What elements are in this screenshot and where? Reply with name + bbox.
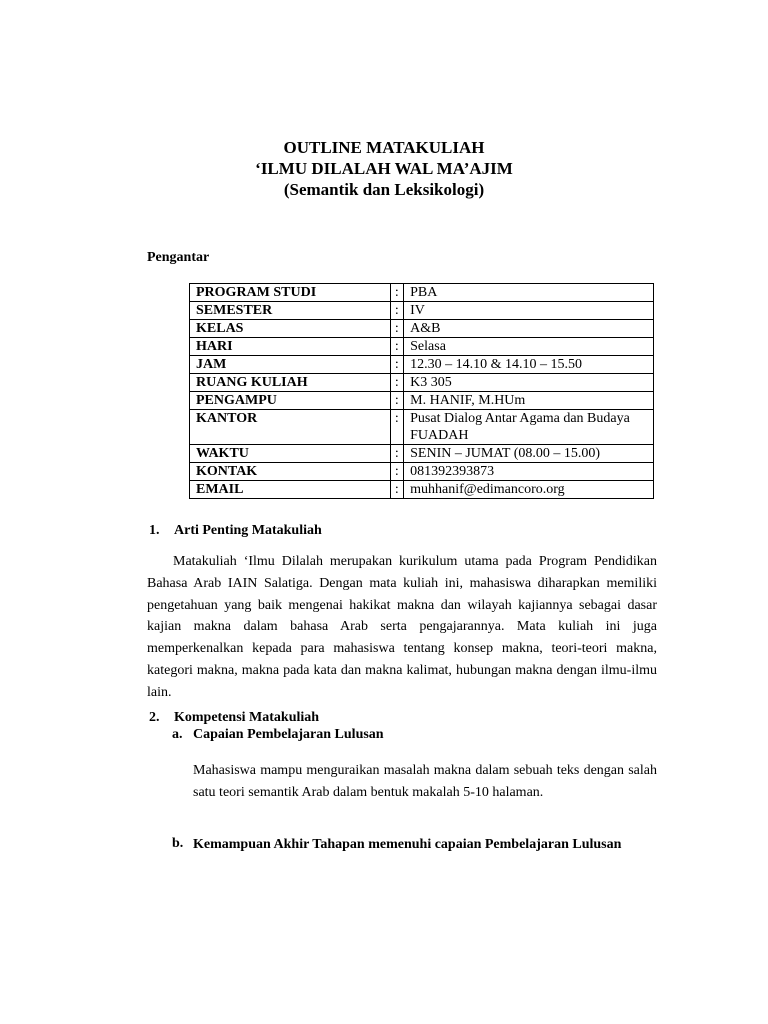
section-1-heading — [149, 523, 322, 539]
info-value: 081392393873 — [404, 463, 654, 481]
info-row — [190, 481, 654, 499]
info-key: PROGRAM STUDI — [190, 284, 391, 302]
info-key: KANTOR — [190, 410, 391, 445]
info-row — [190, 463, 654, 481]
pengantar-label: Pengantar — [147, 250, 210, 265]
section-2a-heading — [172, 727, 384, 743]
info-key: PENGAMPU — [190, 392, 391, 410]
section-2-heading — [149, 710, 319, 726]
info-colon: : — [390, 302, 404, 320]
info-row — [190, 284, 654, 302]
info-value: SENIN – JUMAT (08.00 – 15.00) — [404, 445, 654, 463]
info-key: KELAS — [190, 320, 391, 338]
info-key: KONTAK — [190, 463, 391, 481]
info-value: PBA — [404, 284, 654, 302]
section-2-title: Kompetensi Matakuliah — [174, 710, 320, 725]
info-colon: : — [390, 410, 404, 445]
info-value: K3 305 — [404, 374, 654, 392]
info-colon: : — [390, 463, 404, 481]
section-1-number: 1. — [149, 523, 160, 538]
info-colon: : — [390, 284, 404, 302]
info-key: JAM — [190, 356, 391, 374]
section-2b-heading — [172, 836, 658, 853]
info-value: muhhanif@edimancoro.org — [404, 481, 654, 499]
info-row — [190, 356, 654, 374]
info-colon: : — [390, 374, 404, 392]
info-value: 12.30 – 14.10 & 14.10 – 15.50 — [404, 356, 654, 374]
info-row — [190, 320, 654, 338]
info-value: M. HANIF, M.HUm — [404, 392, 654, 410]
title-line-3: (Semantik dan Leksikologi) — [283, 180, 485, 199]
section-2-number: 2. — [149, 710, 160, 725]
document-title — [0, 137, 768, 200]
title-line-2: ‘ILMU DILALAH WAL MA’AJIM — [255, 159, 513, 178]
info-key: EMAIL — [190, 481, 391, 499]
info-key: WAKTU — [190, 445, 391, 463]
info-colon: : — [390, 481, 404, 499]
info-colon: : — [390, 445, 404, 463]
info-row — [190, 302, 654, 320]
info-value: Pusat Dialog Antar Agama dan Budaya FUADAH — [404, 410, 654, 445]
section-1-title: Arti Penting Matakuliah — [174, 523, 322, 538]
info-value: IV — [404, 302, 654, 320]
info-value: Selasa — [404, 338, 654, 356]
info-key: RUANG KULIAH — [190, 374, 391, 392]
section-2b-title: Kemampuan Akhir Tahapan memenuhi capaian Pembelajaran Lulusan — [193, 837, 622, 852]
info-colon: : — [390, 392, 404, 410]
info-row — [190, 392, 654, 410]
info-row — [190, 410, 654, 445]
info-key: HARI — [190, 338, 391, 356]
section-2a-body: Mahasiswa mampu menguraikan masalah makna dalam sebuah teks dengan salah satu teori semantik Arab dalam bentuk makalah 5-10 halaman. — [193, 763, 657, 800]
info-row — [190, 374, 654, 392]
info-colon: : — [390, 338, 404, 356]
info-colon: : — [390, 356, 404, 374]
info-row — [190, 338, 654, 356]
section-1-body: Matakuliah ‘Ilmu Dilalah merupakan kurikulum utama pada Program Pendidikan Bahasa Arab IAIN Salatiga. Dengan mata kuliah ini, mahasiswa diharapkan memiliki pengetahuan yang baik mengenai hakikat makna dan wilayah kajiannya sebagai dasar kajian makna dalam bahasa Arab serta pengajarannya. Mata kuliah ini juga memperkenalkan kepada para mahasiswa tentang konsep makna, teori-teori makna, kategori makna, makna pada kata dan makna kalimat, hubungan makna dengan ilmu-ilmu lain. — [147, 554, 657, 700]
info-colon: : — [390, 320, 404, 338]
info-row — [190, 445, 654, 463]
info-key: SEMESTER — [190, 302, 391, 320]
course-info-table — [189, 283, 654, 499]
section-2a-title: Capaian Pembelajaran Lulusan — [193, 727, 384, 742]
info-value: A&B — [404, 320, 654, 338]
title-line-1: OUTLINE MATAKULIAH — [283, 138, 485, 157]
section-2b-letter: b. — [172, 836, 184, 851]
section-2a-letter: a. — [172, 727, 183, 742]
